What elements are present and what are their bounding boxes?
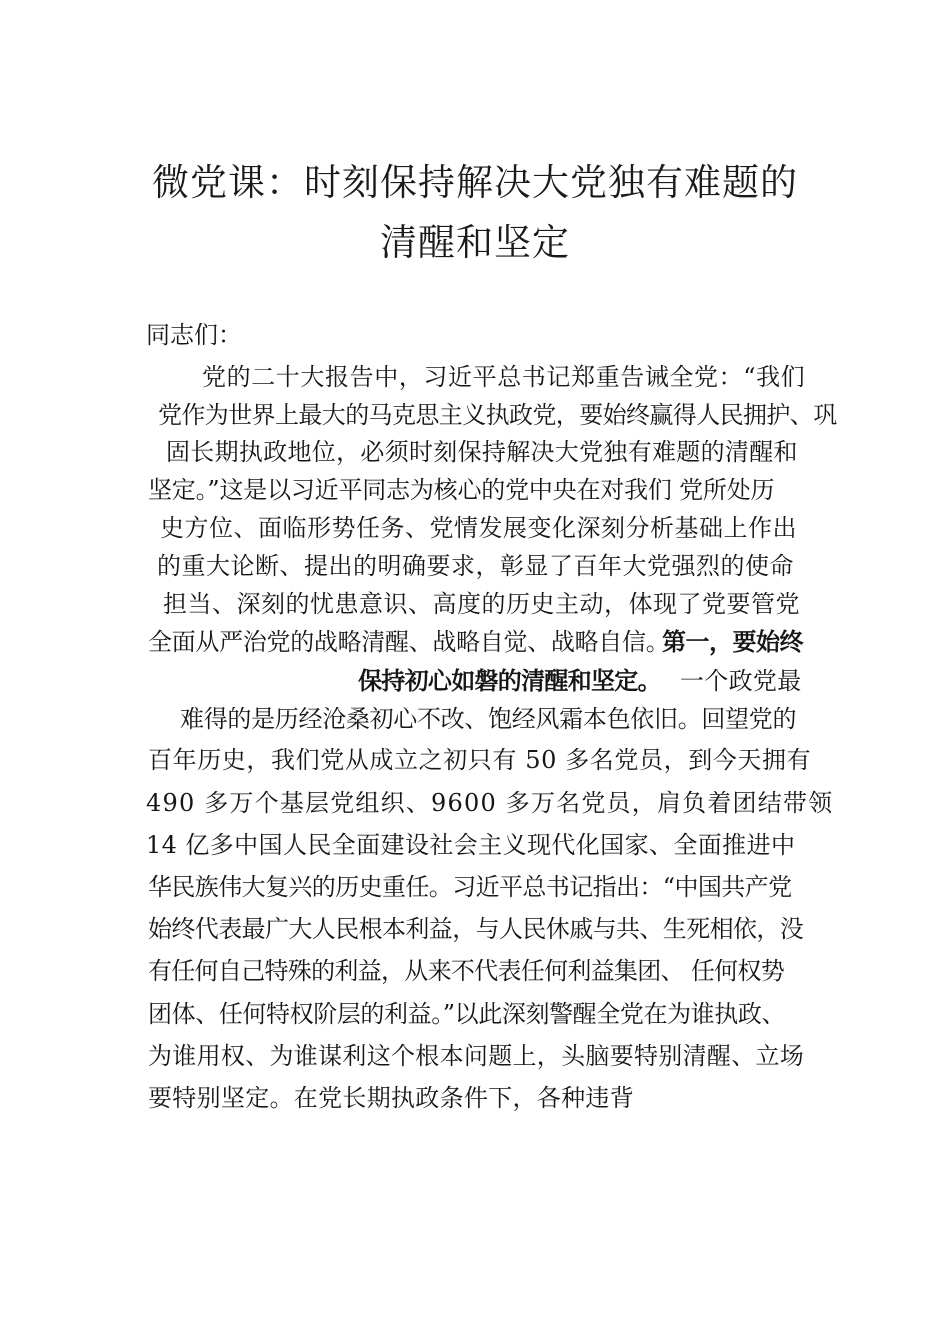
body-line: 难得的是历经沧桑初心不改、饱经风霜本色依旧。回望党的	[180, 705, 797, 733]
body-line: 的重大论断、提出的明确要求，彰显了百年大党强烈的使命	[157, 552, 794, 580]
body-line: 党作为世界上最大的马克思主义执政党，要始终赢得人民拥护、巩	[158, 401, 837, 429]
body-line: 坚定。”这是以习近平同志为核心的党中央在对我们 党所处历	[148, 476, 775, 504]
body-line: 为谁用权、为谁谋利这个根本问题上，头脑要特别清醒、立场	[148, 1042, 805, 1070]
body-line: 一个政党最	[680, 667, 802, 695]
body-line: 14 亿多中国人民全面建设社会主义现代化国家、全面推进中	[146, 831, 796, 859]
body-line: 始终代表最广大人民根本利益，与人民休戚与共、生死相依，没	[148, 915, 804, 943]
body-line: 全面从严治党的战略清醒、战略自觉、战略自信。	[148, 628, 670, 656]
body-line: 490 多万个基层党组织、9600 多万名党员，肩负着团结带领	[146, 789, 834, 817]
body-line: 华民族伟大复兴的历史重任。习近平总书记指出：“中国共产党	[148, 873, 792, 901]
document-title: 微党课：时刻保持解决大党独有难题的清醒和坚定	[152, 161, 798, 264]
salutation: 同志们：	[146, 321, 242, 349]
body-line: 固长期执政地位，必须时刻保持解决大党独有难题的清醒和	[166, 438, 798, 466]
body-line: 要特别坚定。在党长期执政条件下，各种违背	[148, 1084, 634, 1112]
body-line: 团体、任何特权阶层的利益。”以此深刻警醒全党在为谁执政、	[148, 1000, 786, 1028]
body-line: 史方位、面临形势任务、党情发展变化深刻分析基础上作出	[160, 514, 797, 542]
body-line: 百年历史，我们党从成立之初只有 50 多名党员，到今天拥有	[148, 746, 812, 774]
body-line: 有任何自己特殊的利益，从来不代表任何利益集团、 任何权势	[148, 957, 785, 985]
body-line: 党的二十大报告中，习近平总书记郑重告诫全党：“我们	[202, 363, 806, 391]
body-line: 担当、深刻的忧患意识、高度的历史主动，体现了党要管党	[163, 590, 800, 618]
section-heading-part2: 保持初心如磐的清醒和坚定。	[358, 666, 661, 695]
section-heading-part1: 第一，要始终	[662, 627, 803, 656]
